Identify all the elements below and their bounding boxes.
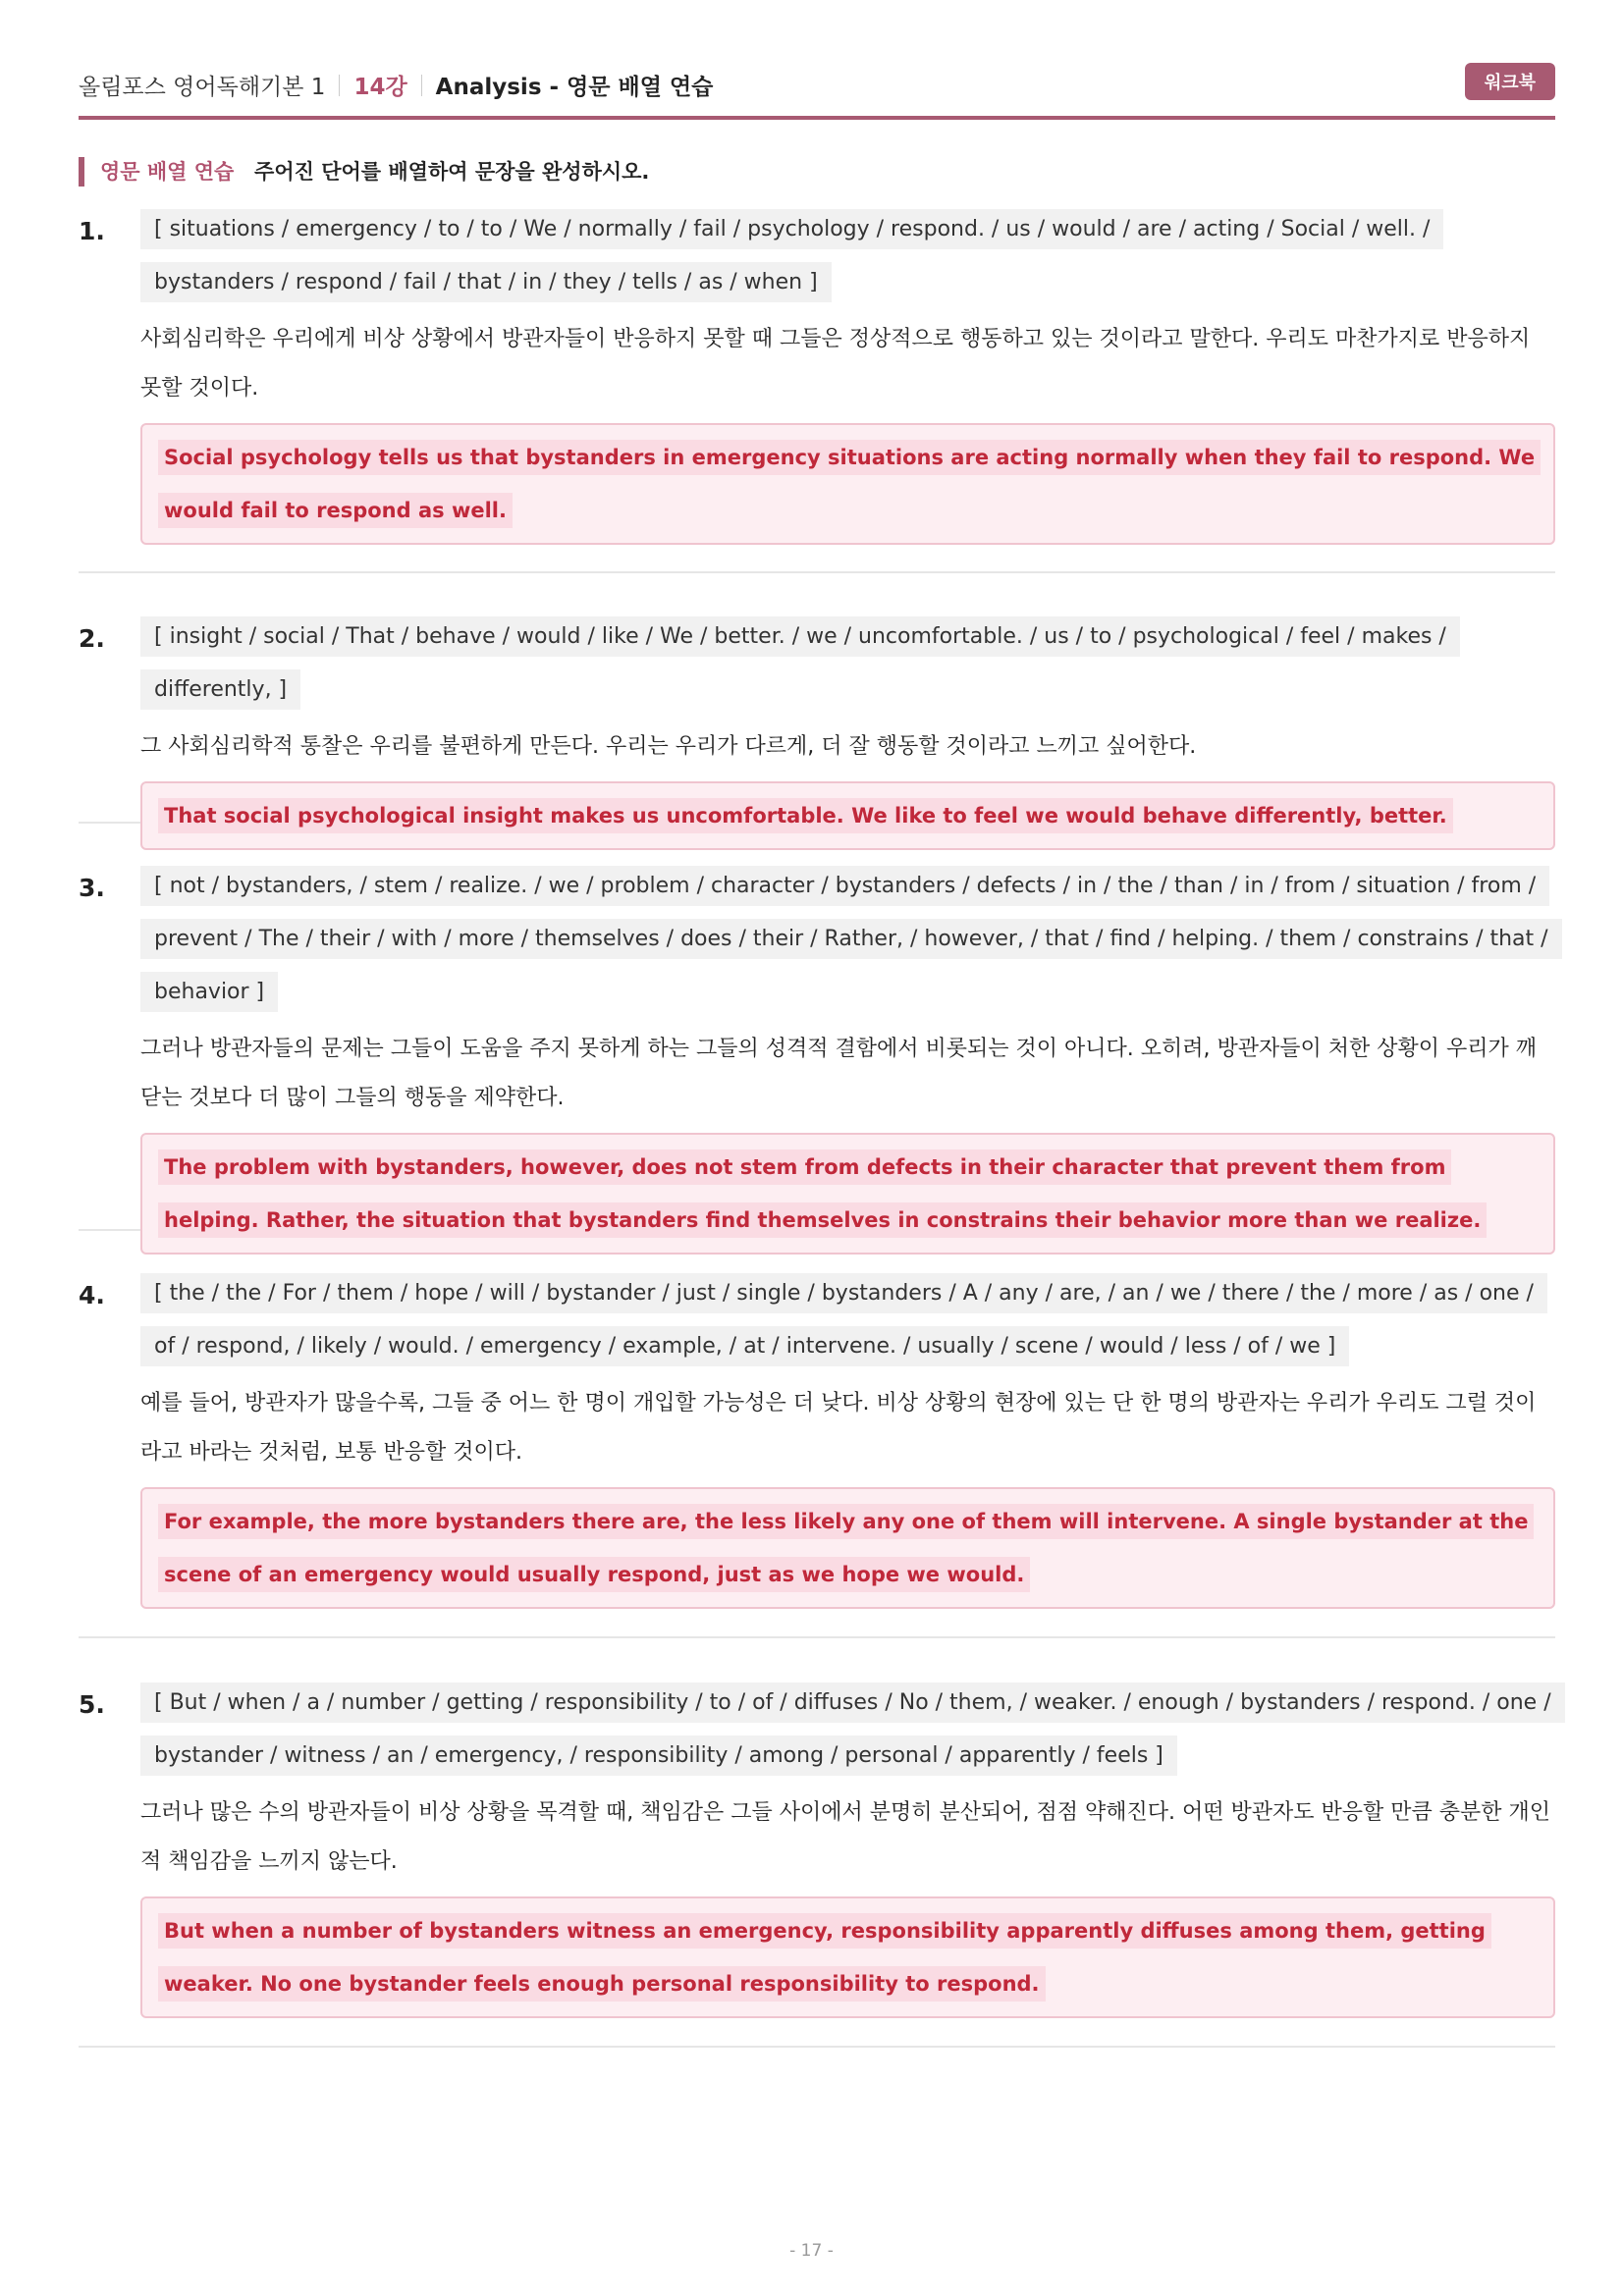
section-label: 영문 배열 연습 bbox=[100, 160, 235, 184]
lesson-number: 14강 bbox=[353, 75, 407, 100]
answer-box bbox=[140, 1133, 1555, 1255]
item-number: 3. bbox=[79, 874, 105, 902]
page-header bbox=[79, 65, 1555, 120]
korean-translation: 사회심리학은 우리에게 비상 상황에서 방관자들이 반응하지 못할 때 그들은 정상적으로 행동하고 있는 것이라고 말한다. 우리도 마찬가지로 반응하지 못할 것이다. bbox=[140, 327, 1531, 400]
korean-translation: 그 사회심리학적 통찰은 우리를 불편하게 만든다. 우리는 우리가 다르게, 더 잘 행동할 것이라고 느끼고 싶어한다. bbox=[140, 734, 1197, 759]
item-number: 4. bbox=[79, 1281, 105, 1309]
answer-text: But when a number of bystanders witness an emergency, responsibility apparently diffuses among them, getting weaker. No one bystander feels enough personal responsibility to respond. bbox=[158, 1913, 1491, 2002]
exercise-item-5 bbox=[79, 1677, 1555, 2048]
item-number: 5. bbox=[79, 1690, 105, 1719]
word-bank-text: [ the / the / For / them / hope / will / bystander / just / single / bystanders / A / any / are, / an / we / there / the / more / as / one / of / respond, / likely / would. / emergency / example, / at / intervene. / usually / scene / would / less / of / we ] bbox=[140, 1273, 1547, 1366]
exercise-item-2 bbox=[79, 611, 1555, 828]
header-divider bbox=[339, 75, 340, 96]
answer-box bbox=[140, 423, 1555, 545]
header-left bbox=[79, 69, 713, 101]
section-heading bbox=[79, 157, 649, 187]
answer-text: The problem with bystanders, however, does not stem from defects in their character that prevent them from helping. Rather, the situation that bystanders find themselves in constrains their behavior more than we realize. bbox=[158, 1149, 1487, 1238]
item-number: 2. bbox=[79, 624, 105, 653]
answer-text: Social psychology tells us that bystanders in emergency situations are acting normally when they fail to respond. We would fail to respond as well. bbox=[158, 440, 1541, 528]
exercise-item-4 bbox=[79, 1267, 1555, 1638]
word-bank bbox=[140, 203, 1555, 309]
word-bank-text: [ insight / social / That / behave / would / like / We / better. / we / uncomfortable. / us / to / psychological / feel / makes / differently, ] bbox=[140, 616, 1460, 710]
answer-text: That social psychological insight makes us uncomfortable. We like to feel we would behave differently, better. bbox=[158, 798, 1453, 833]
page-number: - 17 - bbox=[789, 2241, 834, 2261]
word-bank bbox=[140, 860, 1555, 1019]
page-title: Analysis - 영문 배열 연습 bbox=[435, 75, 714, 100]
book-title: 올림포스 영어독해기본 1 bbox=[79, 75, 326, 100]
section-instruction: 주어진 단어를 배열하여 문장을 완성하시오. bbox=[254, 160, 650, 184]
answer-text: For example, the more bystanders there are, the less likely any one of them will intervene. A single bystander at the scene of an emergency would usually respond, just as we hope we would. bbox=[158, 1504, 1534, 1592]
korean-translation: 예를 들어, 방관자가 많을수록, 그들 중 어느 한 명이 개입할 가능성은 더 낮다. 비상 상황의 현장에 있는 단 한 명의 방관자는 우리가 우리도 그럴 것이라고 바라는 것처럼, 보통 반응할 것이다. bbox=[140, 1391, 1537, 1465]
answer-box bbox=[140, 1896, 1555, 2018]
header-divider bbox=[421, 75, 422, 96]
answer-box bbox=[140, 1487, 1555, 1609]
korean-translation: 그러나 많은 수의 방관자들이 비상 상황을 목격할 때, 책임감은 그들 사이에서 분명히 분산되어, 점점 약해진다. 어떤 방관자도 반응할 만큼 충분한 개인적 책임감을 느끼지 않는다. bbox=[140, 1800, 1550, 1874]
item-number: 1. bbox=[79, 217, 105, 245]
word-bank-text: [ situations / emergency / to / to / We / normally / fail / psychology / respond. / us / would / are / acting / Social / well. / bystanders / respond / fail / that / in / they / tells / as / when ] bbox=[140, 209, 1443, 302]
workbook-badge: 워크북 bbox=[1465, 63, 1555, 100]
word-bank bbox=[140, 611, 1555, 717]
word-bank-text: [ not / bystanders, / stem / realize. / we / problem / character / bystanders / defects / in / the / than / in / from / situation / from / prevent / The / their / with / more / themselves / does / their / Rather, / however, / that / find / helping. / them / constrains / that / behavior ] bbox=[140, 866, 1562, 1012]
word-bank-text: [ But / when / a / number / getting / responsibility / to / of / diffuses / No / them, / weaker. / enough / bystanders / respond. / one / bystander / witness / an / emergency, / responsibility / among / personal / apparently / feels ] bbox=[140, 1682, 1565, 1776]
korean-translation: 그러나 방관자들의 문제는 그들이 도움을 주지 못하게 하는 그들의 성격적 결함에서 비롯되는 것이 아니다. 오히려, 방관자들이 처한 상황이 우리가 깨닫는 것보다 더 많이 그들의 행동을 제약한다. bbox=[140, 1037, 1537, 1110]
exercise-item-1 bbox=[79, 203, 1555, 573]
answer-box bbox=[140, 781, 1555, 850]
exercise-item-3 bbox=[79, 860, 1555, 1231]
word-bank bbox=[140, 1267, 1555, 1373]
word-bank bbox=[140, 1677, 1555, 1783]
